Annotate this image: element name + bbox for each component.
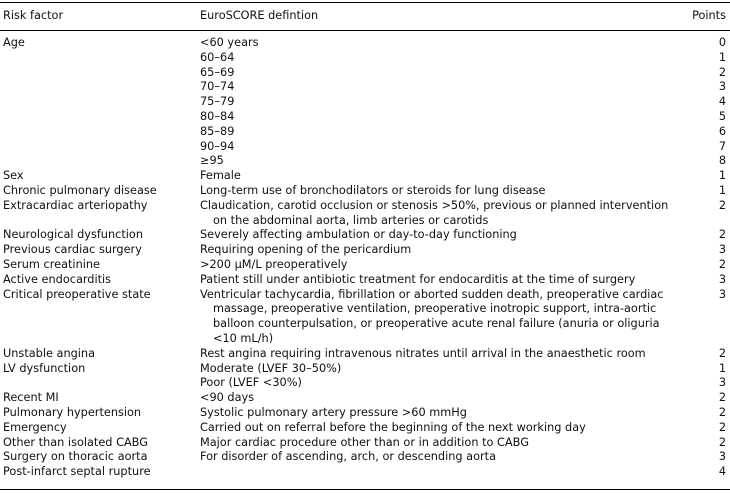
definition-line: Ventricular tachycardia, fibrillation or aborted sudden death, preoperative cardiac xyxy=(200,287,664,301)
definition-line: <10 mL/h) xyxy=(213,331,274,345)
points-value: 5 xyxy=(718,109,726,123)
definition-cell xyxy=(200,362,690,377)
definition-line: Severely affecting ambulation or day-to-day functioning xyxy=(200,228,517,242)
risk-factor-cell: Age xyxy=(3,36,25,49)
table-body xyxy=(0,36,730,480)
header-points: Points xyxy=(692,9,726,22)
definition-line: 85–89 xyxy=(200,124,235,138)
risk-factor-cell xyxy=(0,110,200,125)
points-value: 2 xyxy=(718,346,726,360)
definition-line: Patient still under antibiotic treatment for endocarditis at the time of surgery xyxy=(200,272,636,286)
table-row xyxy=(0,376,730,391)
definition-cell xyxy=(200,421,690,436)
points-cell xyxy=(690,243,730,258)
points-cell xyxy=(690,80,730,95)
definition-line: Systolic pulmonary artery pressure >60 mmHg xyxy=(200,405,467,419)
points-cell xyxy=(690,391,730,406)
risk-factor-cell: Emergency xyxy=(3,420,67,434)
points-cell xyxy=(690,421,730,436)
table-row xyxy=(0,140,730,155)
points-value: 4 xyxy=(718,465,726,479)
points-value: 2 xyxy=(718,257,726,271)
points-value: 4 xyxy=(718,95,726,109)
definition-line: <90 days xyxy=(200,391,255,405)
table-row xyxy=(0,465,730,480)
points-cell xyxy=(690,288,730,347)
risk-factor-cell xyxy=(0,376,200,391)
definition-line: Claudication, carotid occlusion or stenosis >50%, previous or planned intervention xyxy=(200,198,669,212)
risk-factor-cell: Previous cardiac surgery xyxy=(3,243,142,257)
risk-factor-cell xyxy=(0,80,200,95)
definition-line: 80–84 xyxy=(200,109,235,123)
points-value: 7 xyxy=(718,139,726,153)
definition-line: <60 years xyxy=(200,36,259,49)
points-value: 3 xyxy=(718,272,726,286)
definition-cell xyxy=(200,169,690,184)
definition-cell xyxy=(200,376,690,391)
points-cell xyxy=(690,51,730,66)
definition-line: balloon counterpulsation, or preoperative acute renal failure (anuria or oliguria xyxy=(213,317,660,331)
risk-factor-cell xyxy=(0,51,200,66)
definition-cell xyxy=(200,450,690,465)
points-value: 0 xyxy=(718,36,726,49)
definition-cell xyxy=(200,273,690,288)
risk-factor-cell: Active endocarditis xyxy=(3,272,112,286)
points-value: 2 xyxy=(718,65,726,79)
definition-cell xyxy=(200,288,690,347)
top-rule xyxy=(0,2,730,3)
points-cell xyxy=(690,169,730,184)
table-row xyxy=(0,362,730,377)
definition-line: massage, preoperative ventilation, preoperative inotropic support, intra-aortic xyxy=(213,302,657,316)
definition-line: 70–74 xyxy=(200,80,235,94)
table-row xyxy=(0,169,730,184)
table-row xyxy=(0,199,730,229)
points-value: 1 xyxy=(718,183,726,197)
table-row xyxy=(0,258,730,273)
points-cell xyxy=(690,436,730,451)
points-value: 2 xyxy=(718,405,726,419)
definition-line: 75–79 xyxy=(200,95,235,109)
points-cell xyxy=(690,465,730,480)
header-rule xyxy=(0,30,730,31)
points-cell xyxy=(690,66,730,81)
definition-line: Poor (LVEF <30%) xyxy=(200,376,302,390)
definition-line: Moderate (LVEF 30–50%) xyxy=(200,361,342,375)
points-cell xyxy=(690,110,730,125)
definition-line: Major cardiac procedure other than or in addition to CABG xyxy=(200,435,529,449)
definition-cell xyxy=(200,184,690,199)
definition-line: Rest angina requiring intravenous nitrates until arrival in the anaesthetic room xyxy=(200,346,646,360)
definition-cell xyxy=(200,110,690,125)
risk-factor-cell: Extracardiac arteriopathy xyxy=(3,198,148,212)
table-row xyxy=(0,36,730,51)
points-value: 1 xyxy=(718,169,726,183)
points-value: 1 xyxy=(718,361,726,375)
definition-cell xyxy=(200,436,690,451)
risk-factor-cell xyxy=(0,95,200,110)
risk-factor-cell: Recent MI xyxy=(3,391,59,405)
risk-factor-cell xyxy=(0,125,200,140)
definition-cell xyxy=(200,228,690,243)
risk-factor-cell: Unstable angina xyxy=(3,346,95,360)
points-value: 3 xyxy=(718,376,726,390)
table-row xyxy=(0,51,730,66)
risk-factor-cell: Other than isolated CABG xyxy=(3,435,148,449)
definition-cell xyxy=(200,465,690,480)
risk-factor-cell: Critical preoperative state xyxy=(3,287,151,301)
definition-line: >200 μM/L preoperatively xyxy=(200,257,348,271)
risk-factor-cell: Chronic pulmonary disease xyxy=(3,183,157,197)
definition-cell xyxy=(200,258,690,273)
points-value: 2 xyxy=(718,391,726,405)
points-cell xyxy=(690,95,730,110)
definition-cell xyxy=(200,66,690,81)
points-value: 3 xyxy=(718,287,726,301)
definition-line: 60–64 xyxy=(200,50,235,64)
definition-line: Long-term use of bronchodilators or steroids for lung disease xyxy=(200,183,546,197)
risk-factor-cell: Surgery on thoracic aorta xyxy=(3,450,148,464)
table-row xyxy=(0,421,730,436)
points-value: 8 xyxy=(718,154,726,168)
points-cell xyxy=(690,154,730,169)
risk-factor-cell xyxy=(0,140,200,155)
table-row xyxy=(0,288,730,347)
definition-line: Female xyxy=(200,169,241,183)
risk-factor-cell: LV dysfunction xyxy=(3,361,86,375)
points-cell xyxy=(690,273,730,288)
header-row xyxy=(0,9,730,24)
points-value: 3 xyxy=(718,450,726,464)
points-value: 3 xyxy=(718,243,726,257)
risk-factor-cell: Post-infarct septal rupture xyxy=(3,465,151,479)
points-cell xyxy=(690,362,730,377)
points-cell xyxy=(690,125,730,140)
table-row xyxy=(0,80,730,95)
table-row xyxy=(0,391,730,406)
table-row xyxy=(0,406,730,421)
risk-factor-cell xyxy=(0,154,200,169)
points-cell xyxy=(690,36,730,51)
definition-cell xyxy=(200,36,690,51)
definition-line: ≥95 xyxy=(200,154,224,168)
risk-factor-cell: Sex xyxy=(3,169,24,183)
risk-factor-cell: Neurological dysfunction xyxy=(3,228,143,242)
table-row xyxy=(0,154,730,169)
definition-cell xyxy=(200,154,690,169)
points-cell xyxy=(690,228,730,243)
definition-line: Carried out on referral before the beginning of the next working day xyxy=(200,420,586,434)
table-row xyxy=(0,273,730,288)
definition-line xyxy=(200,465,690,480)
points-cell xyxy=(690,376,730,391)
risk-factor-cell xyxy=(0,66,200,81)
points-cell xyxy=(690,184,730,199)
points-value: 2 xyxy=(718,420,726,434)
points-cell xyxy=(690,140,730,155)
table-row xyxy=(0,184,730,199)
points-value: 2 xyxy=(718,198,726,212)
definition-line: on the abdominal aorta, limb arteries or carotids xyxy=(213,213,489,227)
table-row xyxy=(0,436,730,451)
definition-line: 90–94 xyxy=(200,139,235,153)
table-row xyxy=(0,125,730,140)
table-row xyxy=(0,110,730,125)
definition-cell xyxy=(200,391,690,406)
definition-line: 65–69 xyxy=(200,65,235,79)
definition-cell xyxy=(200,406,690,421)
definition-cell xyxy=(200,199,690,229)
points-cell xyxy=(690,347,730,362)
points-value: 1 xyxy=(718,50,726,64)
definition-cell xyxy=(200,80,690,95)
definition-cell xyxy=(200,347,690,362)
table-row xyxy=(0,228,730,243)
points-cell xyxy=(690,199,730,229)
risk-factor-cell: Pulmonary hypertension xyxy=(3,405,142,419)
points-value: 2 xyxy=(718,228,726,242)
table-row xyxy=(0,95,730,110)
points-value: 3 xyxy=(718,80,726,94)
table-row xyxy=(0,347,730,362)
header-definition: EuroSCORE defintion xyxy=(200,9,319,22)
definition-cell xyxy=(200,125,690,140)
definition-cell xyxy=(200,51,690,66)
header-risk-factor: Risk factor xyxy=(3,9,64,22)
risk-factor-cell: Serum creatinine xyxy=(3,257,100,271)
points-value: 2 xyxy=(718,435,726,449)
definition-line: For disorder of ascending, arch, or descending aorta xyxy=(200,450,496,464)
definition-cell xyxy=(200,95,690,110)
table-row xyxy=(0,66,730,81)
definition-cell xyxy=(200,243,690,258)
definition-cell xyxy=(200,140,690,155)
points-cell xyxy=(690,258,730,273)
table-row xyxy=(0,243,730,258)
bottom-rule xyxy=(0,489,730,490)
points-value: 6 xyxy=(718,124,726,138)
definition-line: Requiring opening of the pericardium xyxy=(200,243,412,257)
table-row xyxy=(0,450,730,465)
points-cell xyxy=(690,406,730,421)
points-cell xyxy=(690,450,730,465)
